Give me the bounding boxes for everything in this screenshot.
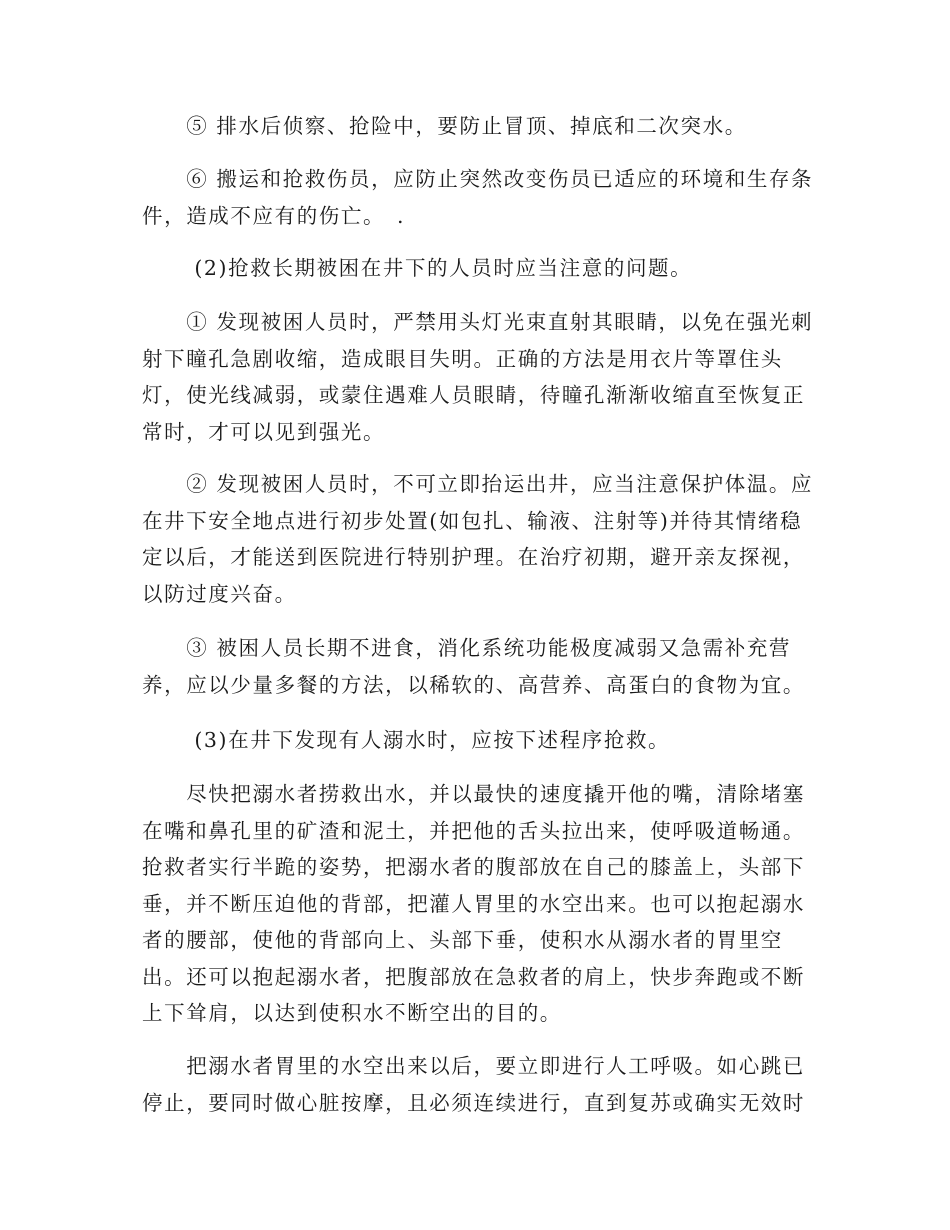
section-heading-2 (142, 250, 810, 287)
paragraph-item-6 (142, 161, 814, 234)
text-line: 灯，使光线减弱，或蒙住遇难人员眼睛，待瞳孔渐渐收缩直至恢复正 (142, 383, 805, 407)
text-line: ⑤ 排水后侦察、抢险中，要防止冒顶、掉底和二次突水。 (142, 114, 747, 138)
text-line: ③ 被困人员长期不进食，消化系统功能极度减弱又急需补充营 (142, 636, 792, 660)
section-heading-3 (142, 722, 810, 759)
text-line: 养，应以少量多餐的方法，以稀软的、高营养、高蛋白的食物为宜。 (142, 672, 805, 697)
text-line: 上下耸肩，以达到使积水不断空出的目的。 (142, 1001, 562, 1025)
paragraph-item-5 (142, 108, 810, 145)
paragraph-rescue-steps (142, 776, 810, 1032)
text-line: 把溺水者胃里的水空出来以后，要立即进行人工呼吸。如心跳已 (142, 1054, 805, 1078)
text-line: 定以后，才能送到医院进行特别护理。在治疗初期，避开亲友探视， (142, 545, 805, 569)
text-line: 抢救者实行半跪的姿势，把溺水者的腹部放在自己的膝盖上，头部下 (142, 855, 805, 879)
text-line: (3)在井下发现有人溺水时，应按下述程序抢救。 (142, 728, 671, 752)
text-line: 在嘴和鼻孔里的矿渣和泥土，并把他的舌头拉出来，使呼吸道畅通。 (142, 818, 805, 843)
text-line: 在井下安全地点进行初步处置(如包扎、输液、注射等)并待其情绪稳 (142, 508, 803, 533)
text-line: ⑥ 搬运和抢救伤员，应防止突然改变伤员已适应的环境和生存条 (142, 167, 814, 191)
text-line: ② 发现被困人员时，不可立即抬运出井，应当注意保护体温。应 (142, 472, 814, 496)
text-line: 出。还可以抱起溺水者，把腹部放在急救者的肩上，快步奔跑或不断 (142, 964, 805, 989)
text-line: 者的腰部，使他的背部向上、头部下垂，使积水从溺水者的胃里空 (142, 928, 783, 952)
text-line: 常时，才可以见到强光。 (142, 419, 386, 444)
text-line: 尽快把溺水者捞救出水，并以最快的速度撬开他的嘴，清除堵塞 (142, 782, 805, 806)
text-line: 射下瞳孔急剧收缩，造成眼目失明。正确的方法是用衣片等罩住头 (142, 346, 783, 371)
paragraph-artificial-respiration (142, 1048, 810, 1121)
text-line: 垂，并不断压迫他的背部，把灌人胃里的水空出来。也可以抱起溺水 (142, 891, 805, 916)
paragraph-item-1 (142, 304, 814, 450)
text-line: 停止，要同时做心脏按摩，且必须连续进行，直到复苏或确实无效时 (142, 1090, 805, 1115)
text-line: 件，造成不应有的伤亡。 . (142, 203, 406, 228)
paragraph-item-2 (142, 466, 814, 612)
text-line: 以防过度兴奋。 (142, 581, 297, 606)
text-line: ① 发现被困人员时，严禁用头灯光束直射其眼睛，以免在强光刺 (142, 310, 814, 334)
paragraph-item-3 (142, 630, 810, 703)
text-line: (2)抢救长期被困在井下的人员时应当注意的问题。 (142, 256, 693, 280)
